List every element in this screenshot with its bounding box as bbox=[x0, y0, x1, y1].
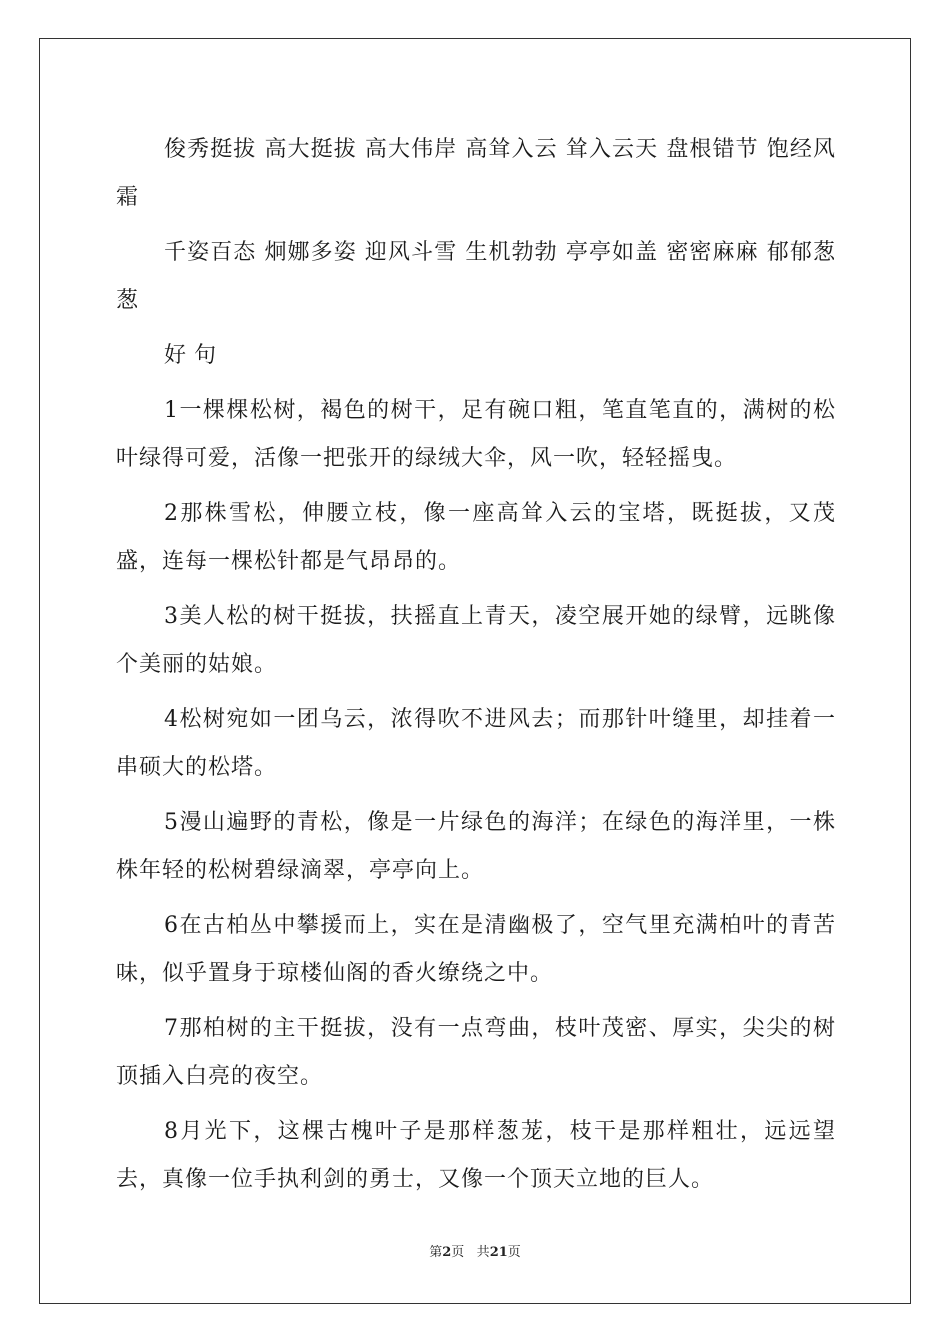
word-list-paragraph-1: 俊秀挺拔 高大挺拔 高大伟岸 高耸入云 耸入云天 盘根错节 饱经风霜 bbox=[116, 137, 836, 210]
sentence-paragraph-1: 1一棵棵松树，褐色的树干，足有碗口粗，笔直笔直的，满树的松叶绿得可爱，活像一把张开的绿绒大伞，风一吹，轻轻摇曳。 bbox=[116, 398, 836, 471]
page-prefix: 第 bbox=[429, 1245, 443, 1260]
sentence-paragraph-2: 2那株雪松，伸腰立枝，像一座高耸入云的宝塔，既挺拔，又茂盛，连每一棵松针都是气昂昂的。 bbox=[116, 501, 836, 574]
document-body bbox=[116, 126, 836, 1211]
section-heading: 好句 bbox=[164, 343, 225, 368]
total-prefix: 共 bbox=[476, 1245, 490, 1260]
word-list-paragraph-2: 千姿百态 炯娜多姿 迎风斗雪 生机勃勃 亭亭如盖 密密麻麻 郁郁葱葱 bbox=[116, 240, 836, 313]
page-suffix: 页 bbox=[451, 1245, 465, 1260]
total-suffix: 页 bbox=[507, 1245, 521, 1260]
page-number: 2 bbox=[442, 1245, 452, 1260]
sentence-paragraph-5: 5漫山遍野的青松，像是一片绿色的海洋；在绿色的海洋里，一株株年轻的松树碧绿滴翠，亭亭向上。 bbox=[116, 810, 836, 883]
total-pages: 21 bbox=[489, 1245, 508, 1260]
sentence-paragraph-7: 7那柏树的主干挺拔，没有一点弯曲，枝叶茂密、厚实，尖尖的树顶插入白亮的夜空。 bbox=[116, 1016, 836, 1089]
sentence-paragraph-6: 6在古柏丛中攀援而上，实在是清幽极了，空气里充满柏叶的青苦味，似乎置身于琼楼仙阁的香火缭绕之中。 bbox=[116, 913, 836, 986]
sentence-paragraph-4: 4松树宛如一团乌云，浓得吹不进风去；而那针叶缝里，却挂着一串硕大的松塔。 bbox=[116, 707, 836, 780]
page-footer bbox=[0, 1244, 950, 1262]
sentence-paragraph-3: 3美人松的树干挺拔，扶摇直上青天，凌空展开她的绿臂，远眺像个美丽的姑娘。 bbox=[116, 604, 836, 677]
sentence-paragraph-8: 8月光下，这棵古槐叶子是那样葱茏，枝干是那样粗壮，远远望去，真像一位手执利剑的勇士，又像一个顶天立地的巨人。 bbox=[116, 1119, 836, 1192]
